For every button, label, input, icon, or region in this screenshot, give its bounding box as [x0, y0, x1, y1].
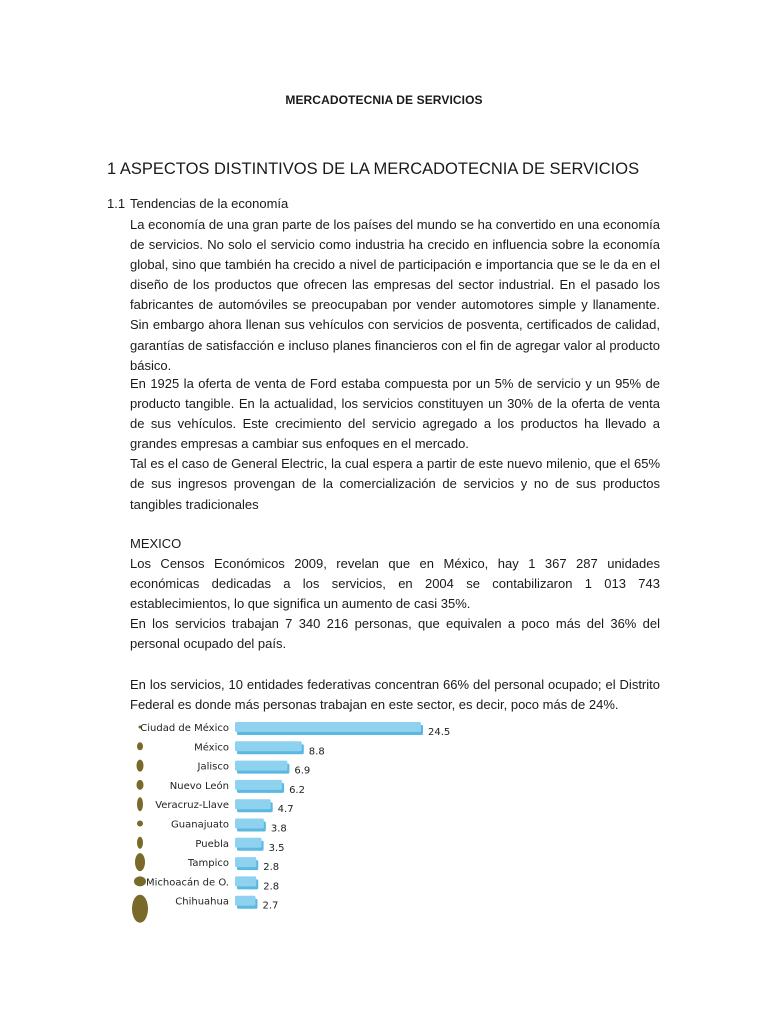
state-shape-icon [137, 760, 144, 772]
state-shape-icon [135, 853, 145, 871]
value-label: 8.8 [308, 746, 325, 758]
value-label: 6.2 [289, 784, 305, 796]
paragraph-3: Tal es el caso de General Electric, la cual espera a partir de este nuevo milenio, que el 65% de sus ingresos provengan de la comercialización de servicios y no de sus productos tangibles tradicionales [130, 456, 660, 512]
category-label: Veracruz-Llave [155, 800, 229, 812]
paragraph-group-entities [130, 675, 660, 715]
value-label: 4.7 [277, 804, 294, 816]
bar [235, 876, 256, 886]
category-label: Puebla [195, 838, 229, 850]
paragraph-4: Los Censos Económicos 2009, revelan que en México, hay 1 367 287 unidades económicas dedicadas a los servicios, en 2004 se contabilizaron 1 013 743 establecimientos, lo que significa un aumento de casi 35%. [130, 556, 660, 612]
category-label: México [194, 742, 229, 754]
value-label: 2.8 [263, 862, 280, 874]
category-label: Ciudad de México [140, 723, 229, 734]
bar [235, 838, 262, 848]
paragraph-group-mexico [130, 534, 660, 655]
section-title: Tendencias de la economía [130, 196, 289, 211]
category-label: Nuevo León [169, 780, 229, 792]
state-shape-icon [137, 797, 143, 811]
category-label: Guanajuato [171, 819, 229, 831]
state-shape-icon [137, 837, 143, 849]
document-title: MERCADOTECNIA DE SERVICIOS [285, 93, 483, 107]
state-shape-icon [137, 821, 143, 827]
bar [235, 857, 256, 867]
paragraph-5: En los servicios trabajan 7 340 216 personas, que equivalen a poco más del 36% del personal ocupado del país. [130, 616, 660, 652]
bar [235, 761, 287, 771]
section-number: 1.1 [107, 196, 126, 211]
state-shape-icon [132, 895, 148, 923]
state-shape-icon [137, 780, 144, 790]
paragraph-economy [130, 215, 660, 376]
bar [235, 799, 271, 809]
value-label: 24.5 [428, 727, 451, 738]
bar [235, 722, 421, 732]
category-label: Tampico [187, 858, 229, 870]
state-shape-icon [137, 742, 143, 750]
category-label: Jalisco [197, 761, 229, 773]
value-label: 3.5 [268, 842, 285, 854]
section-heading [107, 196, 288, 211]
value-label: 6.9 [294, 765, 311, 777]
bar [235, 819, 264, 829]
personnel-by-state-chart [120, 716, 460, 926]
value-label: 2.8 [263, 881, 280, 893]
bar [235, 896, 255, 906]
paragraph-2: En 1925 la oferta de venta de Ford estaba compuesta por un 5% de servicio y un 95% de producto tangible. En la actualidad, los servicios constituyen un 30% de la oferta de venta de sus vehículos. Este crecimiento del servicio agregado a los productos ha llevado a grandes empresas a cambiar sus enfoques en el mercado. [130, 376, 660, 452]
paragraph-group-ford [130, 374, 660, 515]
paragraph-1: La economía de una gran parte de los países del mundo se ha convertido en una economía de servicios. No solo el servicio como industria ha crecido en influencia sobre la economía global, sino que también ha crecido a nivel de participación e importancia que se le da en el diseño de los productos que ofrecen las empresas del sector industrial. En el pasado los fabricantes de automóviles se preocupaban por vender automotores simple y llanamente. Sin embargo ahora llenan sus vehículos con servicios de posventa, certificados de calidad, garantías de satisfacción e incluso planes financieros con el fin de agregar valor al producto básico. [130, 217, 660, 373]
bar [235, 741, 302, 751]
mexico-heading: MEXICO [130, 536, 182, 551]
paragraph-6: En los servicios, 10 entidades federativas concentran 66% del personal ocupado; el Distrito Federal es donde más personas trabajan en este sector, es decir, poco más de 24%. [130, 677, 660, 713]
category-label: Michoacán de O. [146, 877, 229, 889]
state-shape-icon [134, 876, 146, 886]
value-label: 3.8 [270, 823, 287, 835]
category-label: Chihuahua [175, 896, 229, 908]
heading-1: 1 ASPECTOS DISTINTIVOS DE LA MERCADOTECNIA DE SERVICIOS [107, 160, 640, 178]
bar [235, 780, 282, 790]
value-label: 2.7 [262, 900, 279, 912]
